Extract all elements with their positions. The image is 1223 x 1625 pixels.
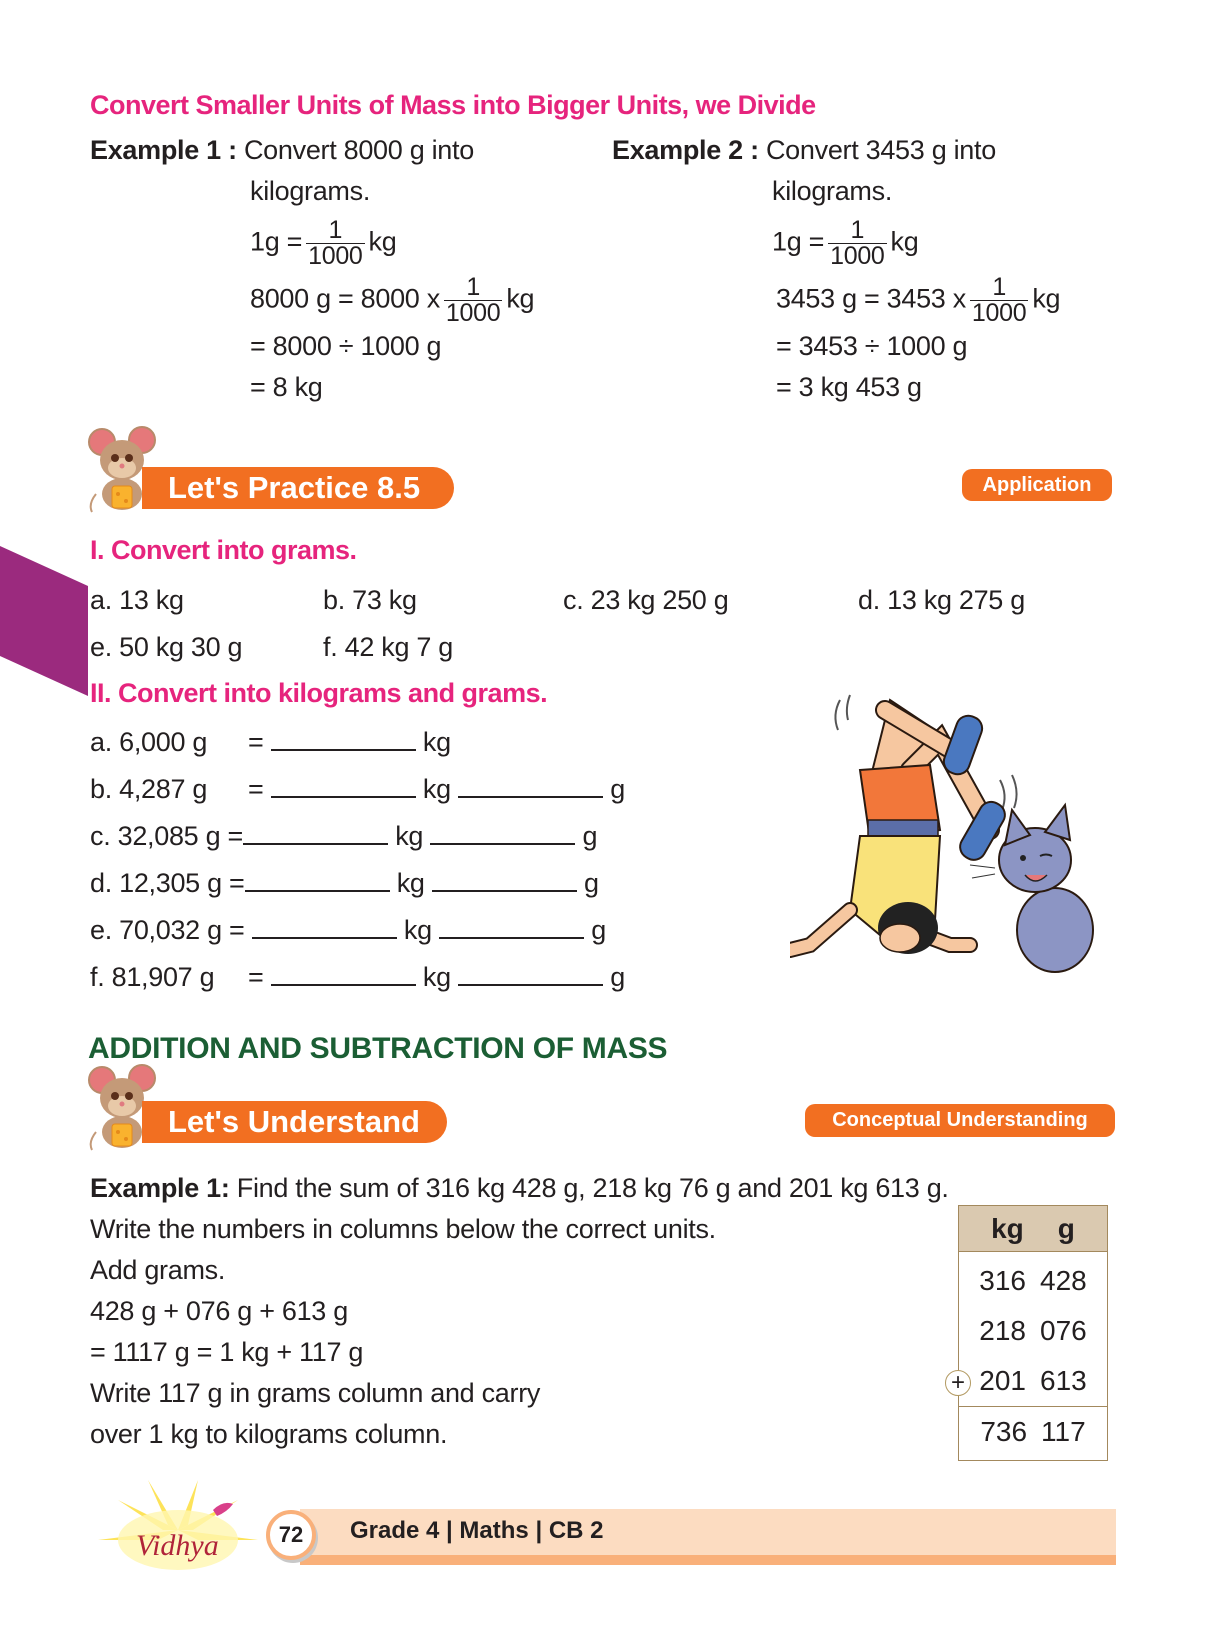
part2-row-a: a. 6,000 g = kg <box>90 722 451 763</box>
part2-heading: II. Convert into kilograms and grams. <box>90 678 548 708</box>
side-tab-decoration <box>0 546 90 696</box>
addition-line: 428 g + 076 g + 613 g <box>90 1296 348 1326</box>
section-heading-divide: Convert Smaller Units of Mass into Bigger Units, we Divide <box>90 90 816 120</box>
answer-blank-kg[interactable] <box>271 958 416 986</box>
addition-example-text: Find the sum of 316 kg 428 g, 218 kg 76 g and 201 kg 613 g. <box>236 1173 949 1203</box>
addition-line: = 1117 g = 1 kg + 117 g <box>90 1337 364 1367</box>
fraction: $\frac{1}{1000}$ <box>830 216 885 270</box>
example-2-step4: = 3 kg 453 g <box>776 372 922 402</box>
addition-line: over 1 kg to kilograms column. <box>90 1419 448 1449</box>
addition-section-heading: ADDITION AND SUBTRACTION OF MASS <box>88 1032 668 1065</box>
boy-handstand-cat-illustration <box>790 680 1110 980</box>
part1-item-e: e. 50 kg 30 g <box>90 632 243 662</box>
addition-line: Write the numbers in columns below the correct units. <box>90 1214 716 1244</box>
understand-banner: Let's Understand <box>142 1101 447 1143</box>
table-total-row: 736 117 <box>959 1406 1107 1456</box>
example-2-line1: Convert 3453 g into <box>765 135 996 165</box>
conceptual-understanding-tag: Conceptual Understanding <box>805 1104 1115 1137</box>
part1-item-f: f. 42 kg 7 g <box>323 632 453 662</box>
example-2-step1: 1g = $\frac{1}{1000}$ kg <box>772 216 919 270</box>
answer-blank-kg[interactable] <box>252 911 397 939</box>
answer-blank-kg[interactable] <box>245 864 390 892</box>
example-2-step2: 3453 g = 3453 x $\frac{1}{1000}$ kg <box>776 273 1061 327</box>
example-2-label: Example 2 : <box>612 135 759 165</box>
part1-item-d: d. 13 kg 275 g <box>858 585 1025 615</box>
part2-row-b: b. 4,287 g = kg g <box>90 769 625 810</box>
table-row: 316 428 <box>979 1265 1087 1296</box>
answer-blank-g[interactable] <box>458 770 603 798</box>
addition-line: Add grams. <box>90 1255 226 1285</box>
answer-blank-g[interactable] <box>458 958 603 986</box>
answer-blank-kg[interactable] <box>243 817 388 845</box>
part2-row-c: c. 32,085 g = kg g <box>90 816 597 857</box>
page-number: 72 <box>266 1510 316 1560</box>
fraction: $\frac{1}{1000}$ <box>445 273 501 327</box>
example-1-step1: 1g = $\frac{1}{1000}$ kg <box>250 216 397 270</box>
answer-blank-kg[interactable] <box>271 770 416 798</box>
table-row: 218 076 <box>979 1315 1087 1346</box>
example-1-step4: = 8 kg <box>250 372 323 402</box>
example-2 <box>612 130 1132 408</box>
part2-row-d: d. 12,305 g = kg g <box>90 863 599 904</box>
addition-example <box>90 1168 1050 1455</box>
answer-blank-g[interactable] <box>432 864 577 892</box>
answer-blank-g[interactable] <box>430 817 575 845</box>
example-2-line2: kilograms. <box>772 176 893 206</box>
addition-example-label: Example 1: <box>90 1173 230 1203</box>
table-header: kg g <box>959 1206 1107 1252</box>
part1-item-a: a. 13 kg <box>90 585 184 615</box>
example-1 <box>90 130 610 408</box>
example-1-step2: 8000 g = 8000 x $\frac{1}{1000}$ kg <box>250 273 535 327</box>
vidhya-sun-logo-icon <box>88 1480 268 1580</box>
svg-text:Vidhya: Vidhya <box>136 1529 219 1562</box>
example-1-label: Example 1 : <box>90 135 237 165</box>
part1-item-c: c. 23 kg 250 g <box>563 585 729 615</box>
example-2-step3: = 3453 ÷ 1000 g <box>776 331 968 361</box>
addition-line: Write 117 g in grams column and carry <box>90 1378 541 1408</box>
answer-blank-g[interactable] <box>439 911 584 939</box>
example-1-line2: kilograms. <box>250 176 371 206</box>
application-tag: Application <box>962 469 1112 501</box>
part1-item-b: b. 73 kg <box>323 585 417 615</box>
part2-row-f: f. 81,907 g = kg g <box>90 957 625 998</box>
example-1-step3: = 8000 ÷ 1000 g <box>250 331 442 361</box>
footer-band-accent <box>300 1555 1116 1565</box>
table-row: 201 613 <box>979 1365 1087 1396</box>
answer-blank-kg[interactable] <box>271 723 416 751</box>
fraction: $\frac{1}{1000}$ <box>971 273 1027 327</box>
fraction: $\frac{1}{1000}$ <box>308 216 363 270</box>
plus-icon: + <box>945 1370 971 1396</box>
footer-title: Grade 4 | Maths | CB 2 <box>350 1517 604 1544</box>
part1-heading: I. Convert into grams. <box>90 535 357 565</box>
part2-row-e: e. 70,032 g = kg g <box>90 910 606 951</box>
example-1-line1: Convert 8000 g into <box>243 135 474 165</box>
practice-banner: Let's Practice 8.5 <box>142 467 454 509</box>
addition-column-table <box>958 1205 1108 1461</box>
